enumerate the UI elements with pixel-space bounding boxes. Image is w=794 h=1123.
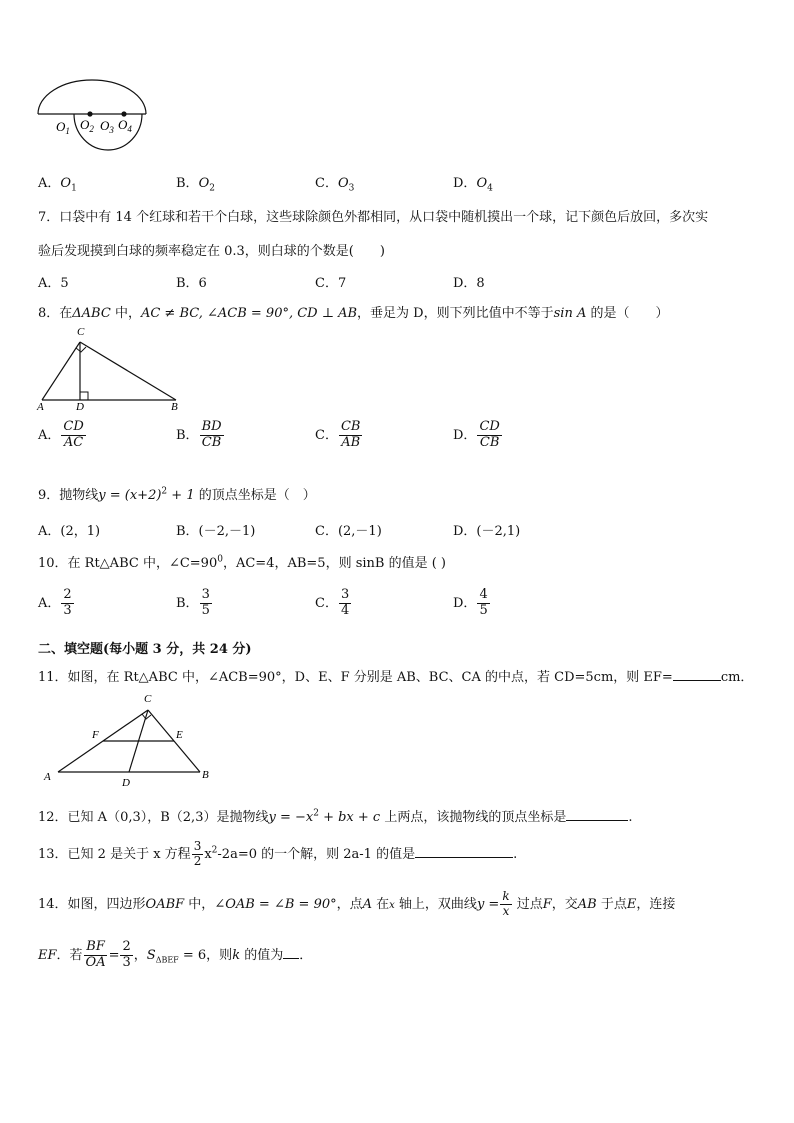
q9-option-c[interactable]: C．(2,－1): [315, 524, 382, 539]
right-angle-mark-c: [76, 347, 86, 352]
q11-stem: 11．如图，在 Rt△ABC 中，∠ACB=90°，D、E、F 分别是 AB、BC、CA 的中点，若 CD=5cm，则 EF= cm．: [38, 670, 754, 685]
side-cb: [80, 342, 176, 400]
q14-line1: 14．如图，四边形OABF 中，∠OAB = ∠B = 90°，点A 在x 轴上，双曲线y = $\frac{k}{x}$ 过点F，交AB 于点E，连接: [38, 889, 676, 918]
q6-option-d[interactable]: D．$O_4$: [453, 176, 493, 194]
q14-answer-blank[interactable]: [283, 958, 299, 959]
q9-option-a[interactable]: A．(2，1): [38, 524, 101, 539]
section-heading: 二、填空题(每小题 3 分，共 24 分): [38, 642, 252, 657]
label-d: D: [76, 401, 84, 413]
label-f: F: [92, 729, 99, 741]
point-o2: [87, 111, 92, 116]
right-angle-mark-d: [80, 392, 88, 400]
q7-option-c[interactable]: C．7: [315, 276, 347, 291]
q13-answer-blank[interactable]: [415, 857, 513, 858]
q8-figure: [34, 322, 194, 414]
side-ac: [42, 342, 80, 400]
q7-line1: 7．口袋中有 14 个红球和若干个白球，这些球除颜色外都相同，从口袋中随机摸出一个球，记下颜色后放回，多次实: [38, 210, 709, 225]
label-b: B: [202, 769, 209, 781]
q6-figure: [34, 78, 154, 158]
q10-option-b[interactable]: B． $\frac{3}{5}$: [176, 587, 210, 618]
point-o4: [121, 111, 126, 116]
label-c: C: [77, 326, 85, 338]
q10-option-c[interactable]: C． $\frac{3}{4}$: [315, 587, 350, 618]
label-e: E: [176, 729, 183, 741]
q8-stem: 8．在ΔABC 中，AC ≠ BC, ∠ACB = 90°, CD ⊥ AB，垂足为 D，则下列比值中不等于sin A 的是（ ）: [38, 306, 669, 321]
label-o4: $O_4$: [118, 117, 132, 134]
q7-option-b[interactable]: B．6: [176, 276, 207, 291]
q8-option-c[interactable]: C． $\frac{CB}{AB}$: [315, 419, 361, 450]
q11-figure: [34, 688, 224, 788]
q8-option-b[interactable]: B． $\frac{BD}{CB}$: [176, 419, 222, 450]
q14-line2: EF．若 $\frac{BF}{OA}$ = $\frac{2}{3}$ ，$S_{\Delta BEF} = 6$，则k 的值为 ．: [38, 939, 313, 970]
q9-option-b[interactable]: B．(－2,－1): [176, 524, 256, 539]
q7-option-a[interactable]: A．5: [38, 276, 69, 291]
q8-option-d[interactable]: D． $\frac{CD}{CB}$: [453, 419, 500, 450]
q10-option-a[interactable]: A． $\frac{2}{3}$: [38, 587, 72, 618]
label-a: A: [37, 401, 44, 413]
q6-option-c[interactable]: C．$O_3$: [315, 176, 355, 194]
label-o1: $O_1$: [56, 119, 70, 136]
q9-stem: 9．抛物线$y = (x+2)^2 + 1$ 的顶点坐标是（ ）: [38, 486, 316, 503]
q12-answer-blank[interactable]: [566, 820, 628, 821]
q8-option-a[interactable]: A． $\frac{CD}{AC}$: [38, 419, 84, 450]
q10-stem: 10．在 Rt△ABC 中，$\angle C=90^0$，AC=4，AB=5，则 sinB 的值是 ( ): [38, 554, 447, 571]
q6-option-b[interactable]: B．$O_2$: [176, 176, 215, 194]
label-c: C: [144, 693, 152, 705]
label-d: D: [122, 777, 130, 788]
q10-option-d[interactable]: D． $\frac{4}{5}$: [453, 587, 488, 618]
q12-stem: 12．已知 A（0,3），B（2,3）是抛物线$y = -x^2$ + bx + c 上两点，该抛物线的顶点坐标是 .: [38, 808, 633, 825]
q7-line2: 验后发现摸到白球的频率稳定在 0.3，则白球的个数是( ): [38, 244, 385, 259]
label-o2: $O_2$: [80, 117, 94, 134]
q7-option-d[interactable]: D．8: [453, 276, 485, 291]
q9-option-d[interactable]: D．(－2,1): [453, 524, 521, 539]
large-semicircle: [38, 80, 146, 114]
label-a: A: [44, 771, 51, 783]
q6-option-a[interactable]: A．$O_1$: [38, 176, 77, 194]
q13-stem: 13．已知 2 是关于 x 方程 $\frac{3}{2}$ $x^2-2a=0$ 的一个解，则 2a-1 的值是 .: [38, 839, 518, 868]
label-b: B: [171, 401, 178, 413]
label-o3: $O_3$: [100, 118, 114, 135]
q11-answer-blank[interactable]: [673, 680, 721, 681]
